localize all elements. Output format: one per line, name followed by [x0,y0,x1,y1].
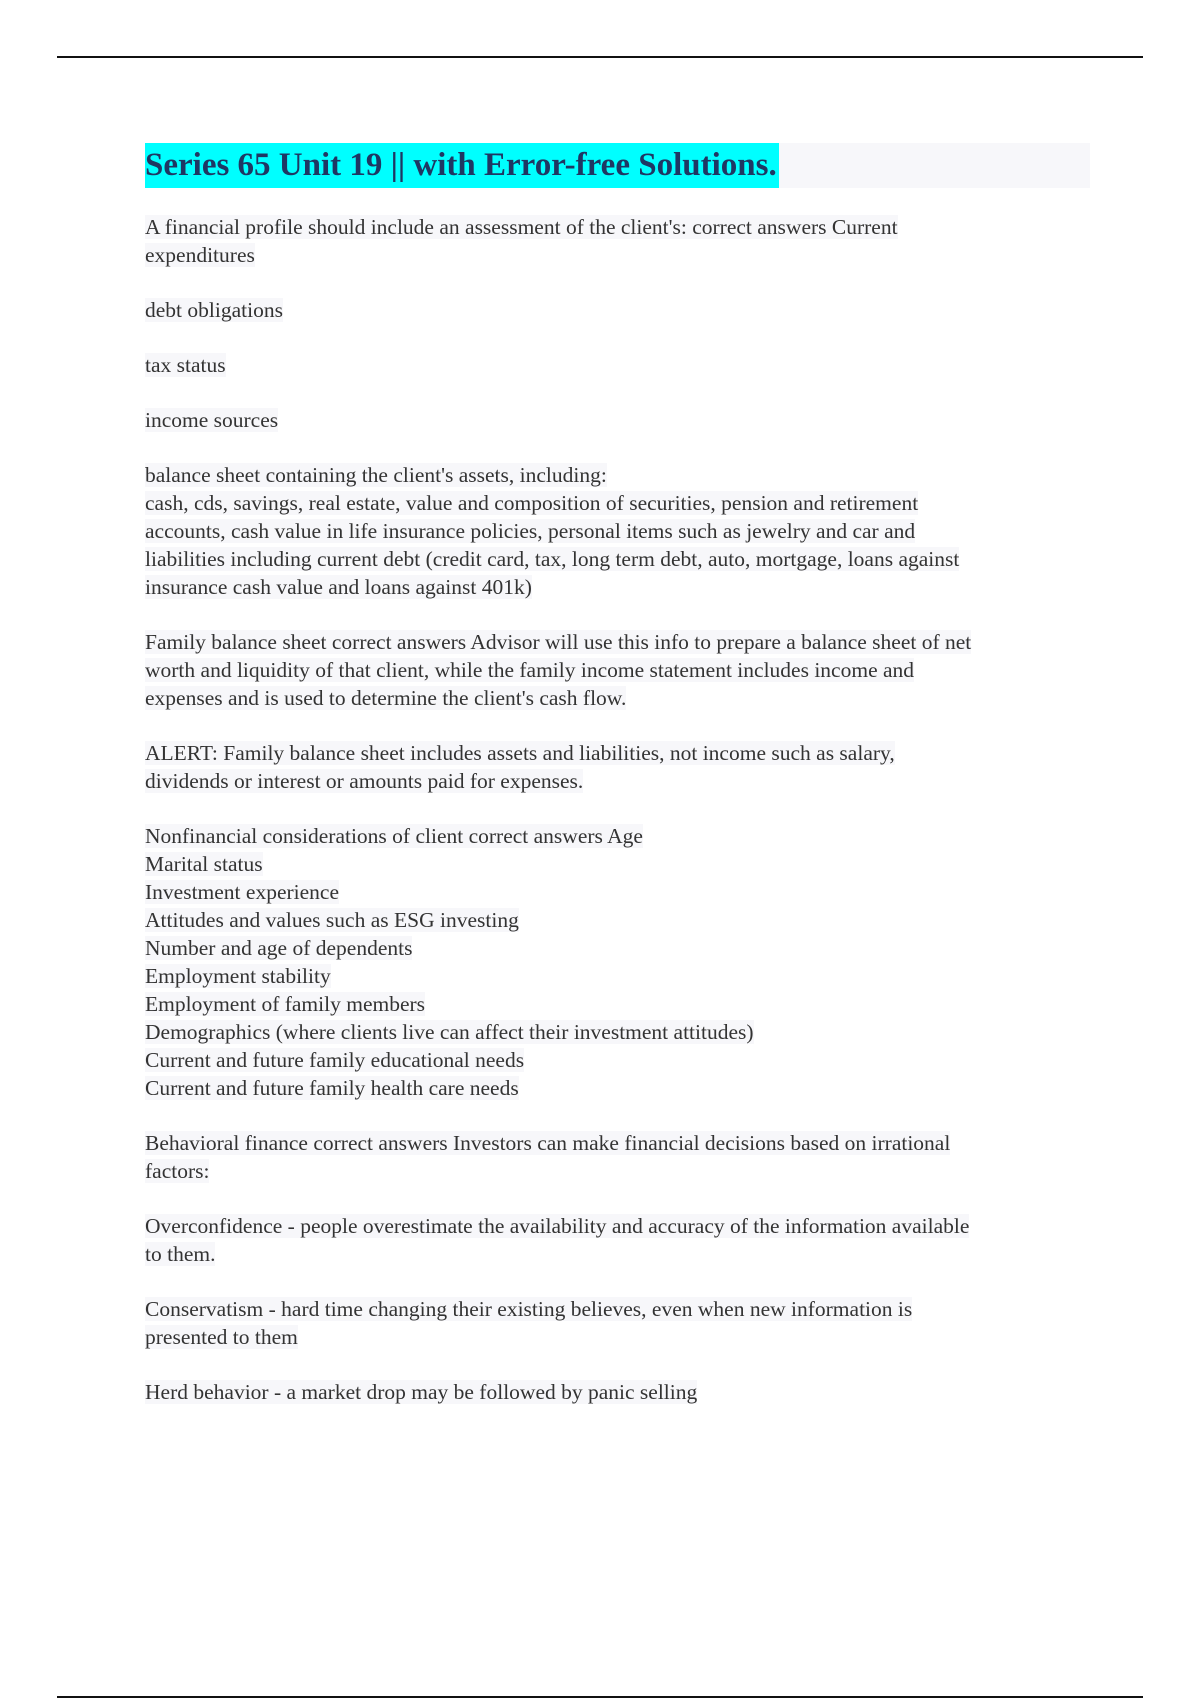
text-line-content: income sources [145,408,279,432]
text-line [145,850,1090,878]
text-line-content: worth and liquidity of that client, while the family income statement includes income and [145,658,915,682]
paragraph [145,1129,1090,1185]
text-line [145,241,1090,269]
text-line [145,1212,1090,1240]
text-line [145,1018,1090,1046]
bottom-rule [57,1696,1143,1698]
text-line [145,1240,1090,1268]
text-line [145,934,1090,962]
text-line-content: presented to them [145,1325,298,1349]
paragraph [145,628,1090,712]
text-line [145,1157,1090,1185]
text-line-content: debt obligations [145,298,283,322]
paragraph [145,406,1090,434]
text-line [145,878,1090,906]
text-line [145,1295,1090,1323]
text-line [145,1046,1090,1074]
text-line-content: dividends or interest or amounts paid for expenses. [145,769,584,793]
text-line-content: A financial profile should include an assessment of the client's: correct answers Current [145,215,898,239]
text-line [145,1378,1090,1406]
paragraph [145,1378,1090,1406]
text-line-content: Investment experience [145,880,340,904]
text-line-content: balance sheet containing the client's assets, including: [145,463,607,487]
text-line-content: Marital status [145,852,263,876]
top-rule [57,56,1143,58]
text-line [145,296,1090,324]
text-line-content: Conservatism - hard time changing their existing believes, even when new information is [145,1297,913,1321]
text-line [145,545,1090,573]
text-line-content: liabilities including current debt (credit card, tax, long term debt, auto, mortgage, loans against [145,547,960,571]
text-line [145,517,1090,545]
text-line [145,739,1090,767]
text-line-content: Herd behavior - a market drop may be followed by panic selling [145,1380,698,1404]
text-line-content: Employment of family members [145,992,426,1016]
text-line [145,1129,1090,1157]
text-line-content: factors: [145,1159,210,1183]
text-line [145,213,1090,241]
text-line [145,406,1090,434]
text-line-content: Employment stability [145,964,331,988]
text-line [145,628,1090,656]
text-line-content: Demographics (where clients live can affect their investment attitudes) [145,1020,754,1044]
text-line [145,489,1090,517]
text-line [145,656,1090,684]
text-line-content: Current and future family educational needs [145,1048,525,1072]
text-line-content: Nonfinancial considerations of client correct answers Age [145,824,643,848]
text-line-content: Behavioral finance correct answers Investors can make financial decisions based on irrational [145,1131,951,1155]
text-line-content: Number and age of dependents [145,936,413,960]
text-line-content: ALERT: Family balance sheet includes assets and liabilities, not income such as salary, [145,741,895,765]
text-line-content: Family balance sheet correct answers Advisor will use this info to prepare a balance sheet of net [145,630,972,654]
text-line-content: Attitudes and values such as ESG investing [145,908,519,932]
text-line [145,1323,1090,1351]
paragraph [145,461,1090,601]
text-line-content: insurance cash value and loans against 401k) [145,575,532,599]
text-line [145,990,1090,1018]
text-line [145,767,1090,795]
text-line-content: expenditures [145,243,255,267]
paragraph [145,351,1090,379]
text-line [145,962,1090,990]
title-band [145,143,1090,188]
text-line [145,822,1090,850]
document-body [145,143,1090,1406]
text-line [145,461,1090,489]
text-line-content: expenses and is used to determine the client's cash flow. [145,686,627,710]
text-line [145,1074,1090,1102]
text-line-content: Overconfidence - people overestimate the availability and accuracy of the information available [145,1214,970,1238]
text-line [145,351,1090,379]
text-line [145,906,1090,934]
text-line [145,573,1090,601]
paragraph [145,1295,1090,1351]
paragraph-list [145,213,1090,1406]
text-line-content: accounts, cash value in life insurance policies, personal items such as jewelry and car and [145,519,916,543]
paragraph [145,296,1090,324]
paragraph [145,1212,1090,1268]
text-line-content: cash, cds, savings, real estate, value and composition of securities, pension and retirement [145,491,919,515]
document-title: Series 65 Unit 19 || with Error-free Solutions. [145,143,779,188]
text-line-content: to them. [145,1242,216,1266]
paragraph [145,822,1090,1102]
paragraph [145,739,1090,795]
text-line-content: tax status [145,353,226,377]
text-line [145,684,1090,712]
text-line-content: Current and future family health care needs [145,1076,519,1100]
paragraph [145,213,1090,269]
